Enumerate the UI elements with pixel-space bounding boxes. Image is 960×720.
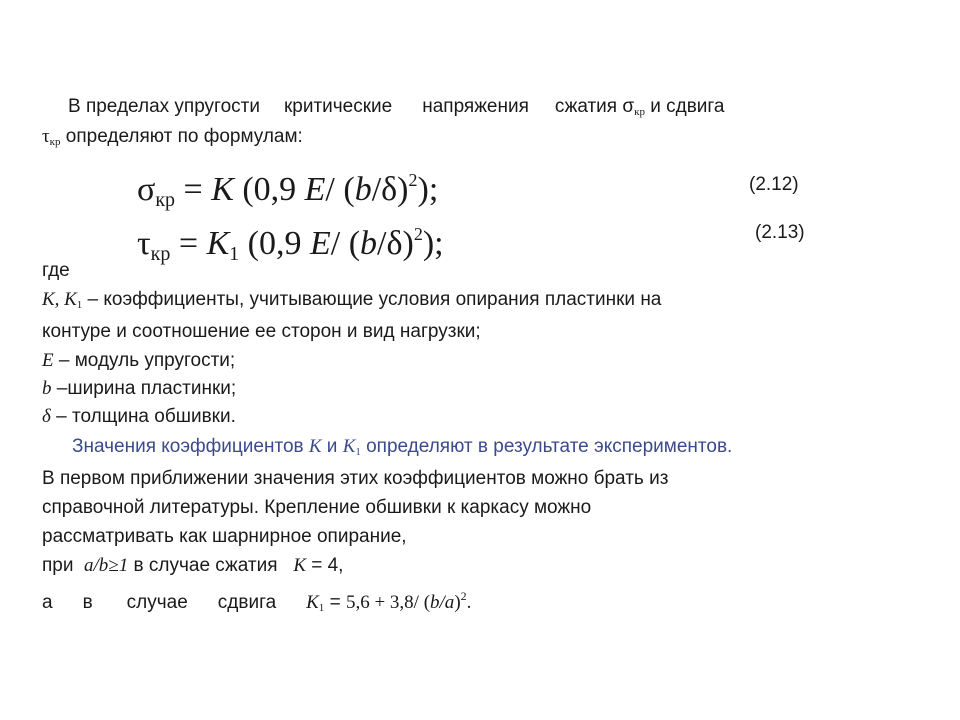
note-text-c: определяют в результате экспериментов. xyxy=(360,436,733,457)
def-b-symbol: b xyxy=(42,378,52,399)
formula2-part: / ( xyxy=(330,225,361,262)
para-line-5 xyxy=(42,584,471,620)
def-e-line xyxy=(42,349,235,373)
equation-number-2-13: (2.13) xyxy=(755,222,805,243)
shear-formula-close: ) xyxy=(454,592,461,613)
formula1-symbol: σ xyxy=(137,171,156,208)
def-delta-text: – толщина обшивки. xyxy=(50,406,236,427)
formula1-part: /δ) xyxy=(371,171,409,208)
note-text-b: и xyxy=(321,436,343,457)
sigma-subscript: кр xyxy=(634,106,645,118)
formula-2-13 xyxy=(137,214,444,274)
para-line-3: рассматривать как шарнирное опирание, xyxy=(42,526,407,547)
def-b-text: –ширина пластинки; xyxy=(51,378,237,399)
para-line-5-c: случае xyxy=(126,592,188,613)
formula2-k-subscript: 1 xyxy=(229,243,240,265)
tau-subscript: кр xyxy=(49,136,61,148)
where-label: где xyxy=(42,260,70,281)
def-b-line xyxy=(42,377,236,401)
formula1-part: ); xyxy=(417,171,439,208)
note-k1: К xyxy=(342,436,356,457)
intro-line-1 xyxy=(68,95,725,124)
formula2-e: Е xyxy=(309,225,331,262)
para-k1: К xyxy=(306,592,319,613)
formula2-subscript: кр xyxy=(150,243,171,265)
para-line-1: В первом приближении значения этих коэффициентов можно брать из xyxy=(42,468,669,489)
formula1-k: К xyxy=(211,171,234,208)
shear-formula-end: . xyxy=(466,592,472,613)
def-e-symbol: Е xyxy=(42,350,54,371)
formula1-part: = xyxy=(175,171,212,208)
para-line-4-text: в случае сжатия xyxy=(128,555,294,576)
formula1-e: Е xyxy=(304,171,326,208)
para-line-4-text: = 4, xyxy=(305,555,344,576)
def-k1-subscript: 1 xyxy=(76,299,83,311)
intro-text-2: критические xyxy=(283,96,393,117)
shear-formula: 5,6 + 3,8/ ( xyxy=(345,592,431,613)
formula1-part: / ( xyxy=(325,171,355,208)
note-k: К xyxy=(308,436,322,457)
formula2-k: К xyxy=(206,225,230,262)
formula1-b: b xyxy=(354,171,372,208)
equation-number-2-12: (2.12) xyxy=(749,174,799,195)
coefficient-note xyxy=(72,435,732,464)
formula1-subscript: кр xyxy=(155,189,176,211)
def-k-symbol: К, К xyxy=(42,289,77,310)
shear-power: 2 xyxy=(460,589,467,603)
intro-line-2 xyxy=(42,125,303,154)
def-k-line-1 xyxy=(42,288,661,317)
def-delta-symbol: δ xyxy=(42,406,51,427)
tau-symbol: τ xyxy=(42,126,50,147)
def-k-text: – коэффициенты, учитывающие условия опирания пластинки на xyxy=(82,289,662,310)
formula2-part: (0,9 xyxy=(239,225,310,262)
note-k1-subscript: 1 xyxy=(355,446,361,458)
ratio-condition: a/b≥1 xyxy=(84,555,129,576)
def-delta-line xyxy=(42,405,236,429)
formula2-part: = xyxy=(170,225,207,262)
para-line-4-text: при xyxy=(42,555,85,576)
intro-text-1: В пределах упругости xyxy=(68,96,260,117)
para-line-5-a: а xyxy=(42,592,53,613)
shear-ratio: b/a xyxy=(430,592,455,613)
intro-text-6: определяют по формулам: xyxy=(65,126,303,147)
def-e-text: – модуль упругости; xyxy=(53,350,236,371)
formula1-part: (0,9 xyxy=(233,171,305,208)
note-text-a: Значения коэффициентов xyxy=(72,436,309,457)
para-k: К xyxy=(293,555,306,576)
para-line-5-b: в xyxy=(82,592,93,613)
def-k-line-2: контуре и соотношение ее сторон и вид нагрузки; xyxy=(42,321,481,342)
formula2-part: /δ) xyxy=(377,225,414,262)
formula2-part: ); xyxy=(422,225,444,262)
para-k1-subscript: 1 xyxy=(318,602,325,614)
formula2-symbol: τ xyxy=(137,225,151,262)
para-line-4 xyxy=(42,554,343,578)
intro-text-4: сжатия σ xyxy=(554,96,635,117)
para-line-2: справочной литературы. Крепление обшивки к каркасу можно xyxy=(42,497,592,518)
formula1-power: 2 xyxy=(408,170,418,190)
formula2-power: 2 xyxy=(413,224,423,244)
para-line-5-text: = xyxy=(324,592,346,613)
formula2-b: b xyxy=(360,225,378,262)
intro-text-3: напряжения xyxy=(422,96,529,117)
formula-2-12 xyxy=(137,160,438,220)
para-line-5-d: сдвига xyxy=(217,592,277,613)
intro-text-5: и сдвига xyxy=(650,96,725,117)
